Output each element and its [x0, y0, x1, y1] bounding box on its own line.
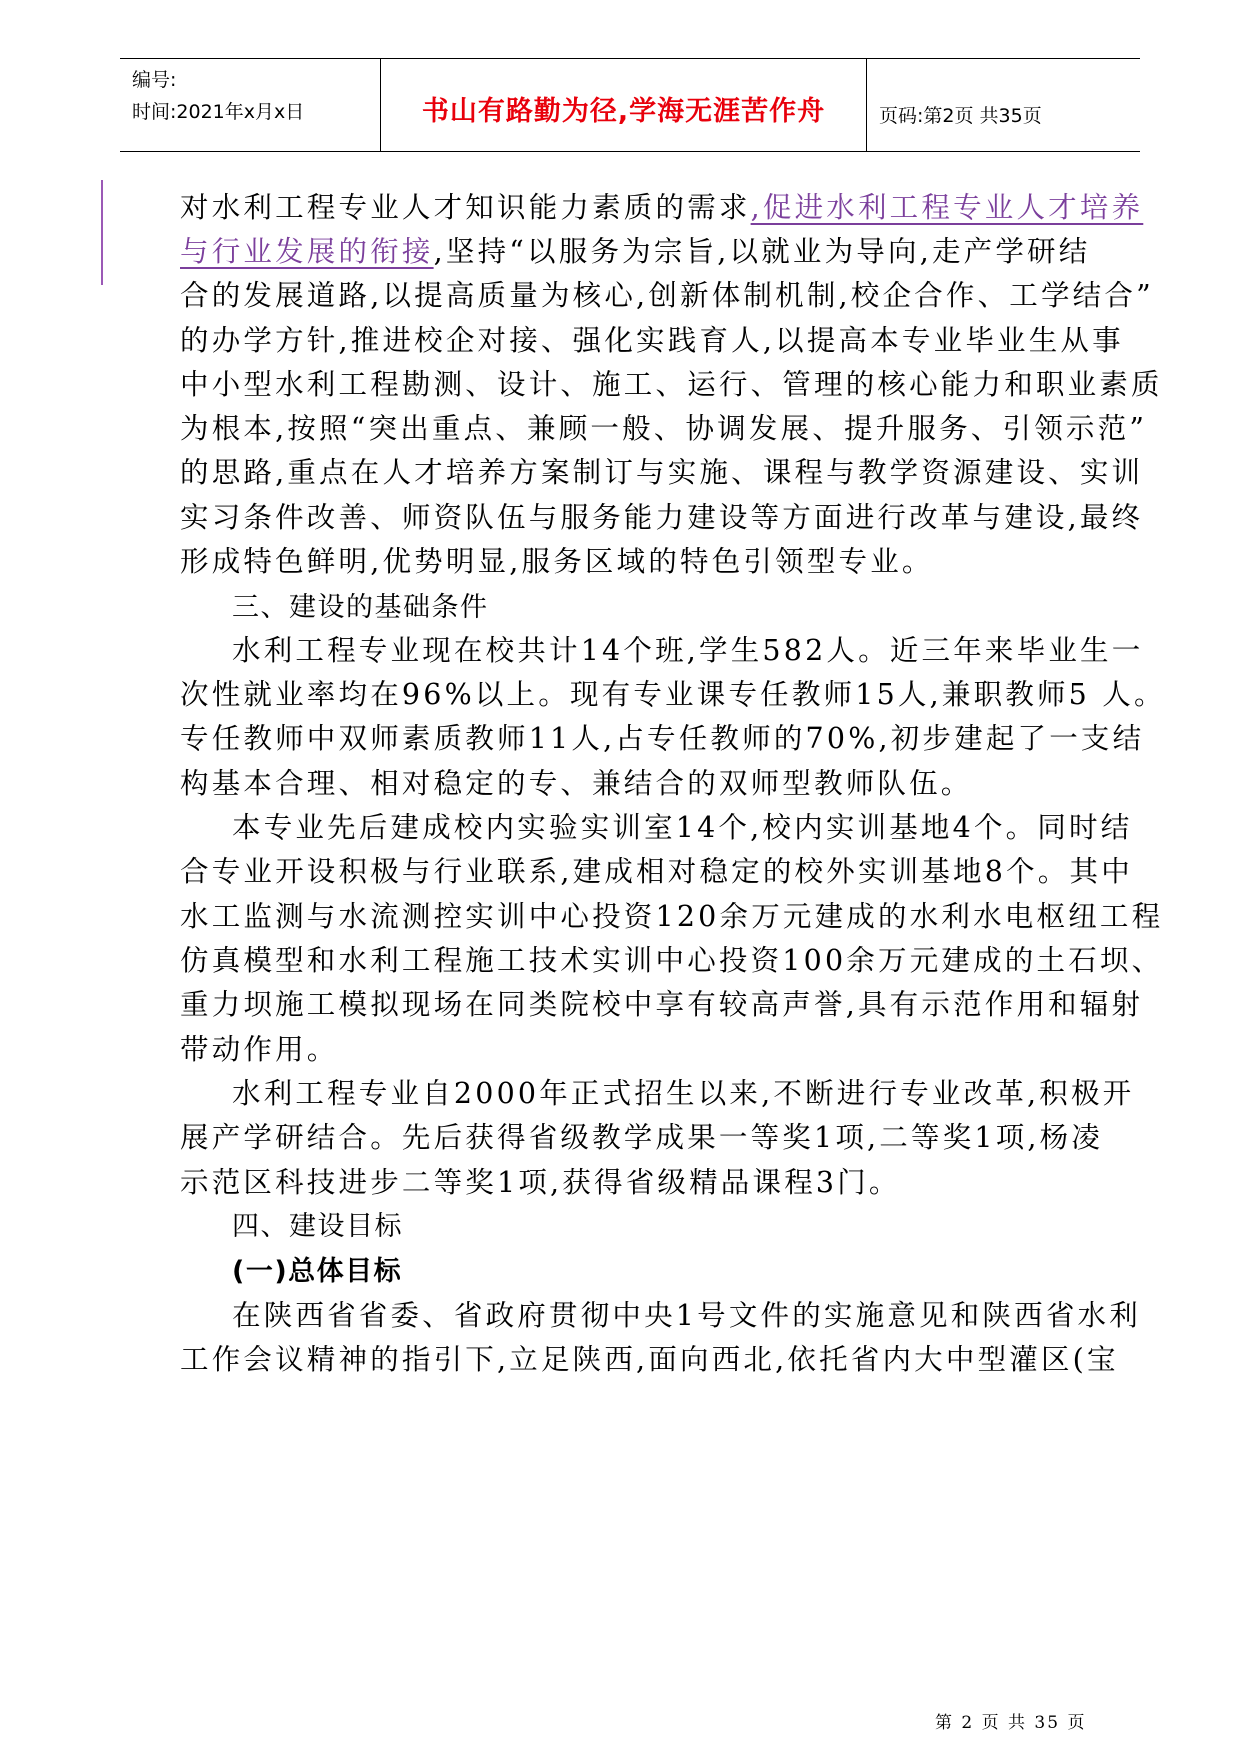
revision-text: ,促进水利工程专业人才培养: [750, 191, 1144, 224]
page-code: 页码:第2页 共35页: [879, 105, 1042, 127]
revision-bar: [101, 180, 103, 285]
text-line: 重力坝施工模拟现场在同类院校中享有较高声誉,具有示范作用和辐射: [180, 988, 1144, 1021]
text-line: 中小型水利工程勘测、设计、施工、运行、管理的核心能力和职业素质: [180, 368, 1163, 401]
text-line: 水利工程专业自2000年正式招生以来,不断进行专业改革,积极开: [232, 1077, 1135, 1110]
text-span: 对水利工程专业人才知识能力素质的需求: [180, 191, 751, 224]
serial-label: 编号:: [132, 69, 177, 91]
text-line: 次性就业率均在96%以上。现有专业课专任教师15人,兼职教师5 人。: [180, 678, 1166, 711]
revision-text: 与行业发展的衔接: [180, 235, 434, 268]
text-line: 实习条件改善、师资队伍与服务能力建设等方面进行改革与建设,最终: [180, 501, 1144, 534]
text-line: 构基本合理、相对稳定的专、兼结合的双师型教师队伍。: [180, 767, 973, 800]
text-line: 示范区科技进步二等奖1项,获得省级精品课程3门。: [180, 1166, 901, 1199]
text-line: 为根本,按照“突出重点、兼顾一般、协调发展、提升服务、引领示范”: [180, 412, 1148, 445]
text-line: 形成特色鲜明,优势明显,服务区域的特色引领型专业。: [180, 545, 934, 578]
text-line: 仿真模型和水利工程施工技术实训中心投资100余万元建成的土石坝、: [180, 944, 1164, 977]
time-label: 时间:2021年x月x日: [132, 101, 305, 123]
section-heading-3: 三、建设的基础条件: [232, 592, 489, 623]
text-line: 水利工程专业现在校共计14个班,学生582人。近三年来毕业生一: [232, 634, 1144, 667]
subsection-heading: (一)总体目标: [232, 1256, 403, 1287]
text-line: 水工监测与水流测控实训中心投资120余万元建成的水利水电枢纽工程: [180, 900, 1164, 933]
text-line: 工作会议精神的指引下,立足陕西,面向西北,依托省内大中型灌区(宝: [180, 1343, 1119, 1376]
page-footer: 第 2 页 共 35 页: [935, 1713, 1087, 1733]
text-line: 合的发展道路,以提高质量为核心,创新体制机制,校企合作、工学结合”: [180, 279, 1154, 312]
text-line: 合专业开设积极与行业联系,建成相对稳定的校外实训基地8个。其中: [180, 855, 1133, 888]
motto: 书山有路勤为径,学海无涯苦作舟: [421, 96, 826, 127]
header-page-cell: [867, 59, 1140, 151]
text-line: 的办学方针,推进校企对接、强化实践育人,以提高本专业毕业生从事: [180, 324, 1124, 357]
header-info-cell: [120, 59, 380, 151]
text-line: 展产学研结合。先后获得省级教学成果一等奖1项,二等奖1项,杨凌: [180, 1121, 1104, 1154]
text-line: 本专业先后建成校内实验实训室14个,校内实训基地4个。同时结: [232, 811, 1133, 844]
header-table: [120, 58, 1140, 152]
text-line: 带动作用。: [180, 1033, 339, 1066]
text-span: ,坚持“以服务为宗旨,以就业为导向,走产学研结: [433, 235, 1091, 268]
text-line: 专任教师中双师素质教师11人,占专任教师的70%,初步建起了一支结: [180, 722, 1145, 755]
text-line: 在陕西省省委、省政府贯彻中央1号文件的实施意见和陕西省水利: [232, 1299, 1141, 1332]
section-heading-4: 四、建设目标: [232, 1211, 403, 1242]
text-line: 的思路,重点在人才培养方案制订与实施、课程与教学资源建设、实训: [180, 456, 1144, 489]
header-motto-cell: [380, 59, 867, 151]
